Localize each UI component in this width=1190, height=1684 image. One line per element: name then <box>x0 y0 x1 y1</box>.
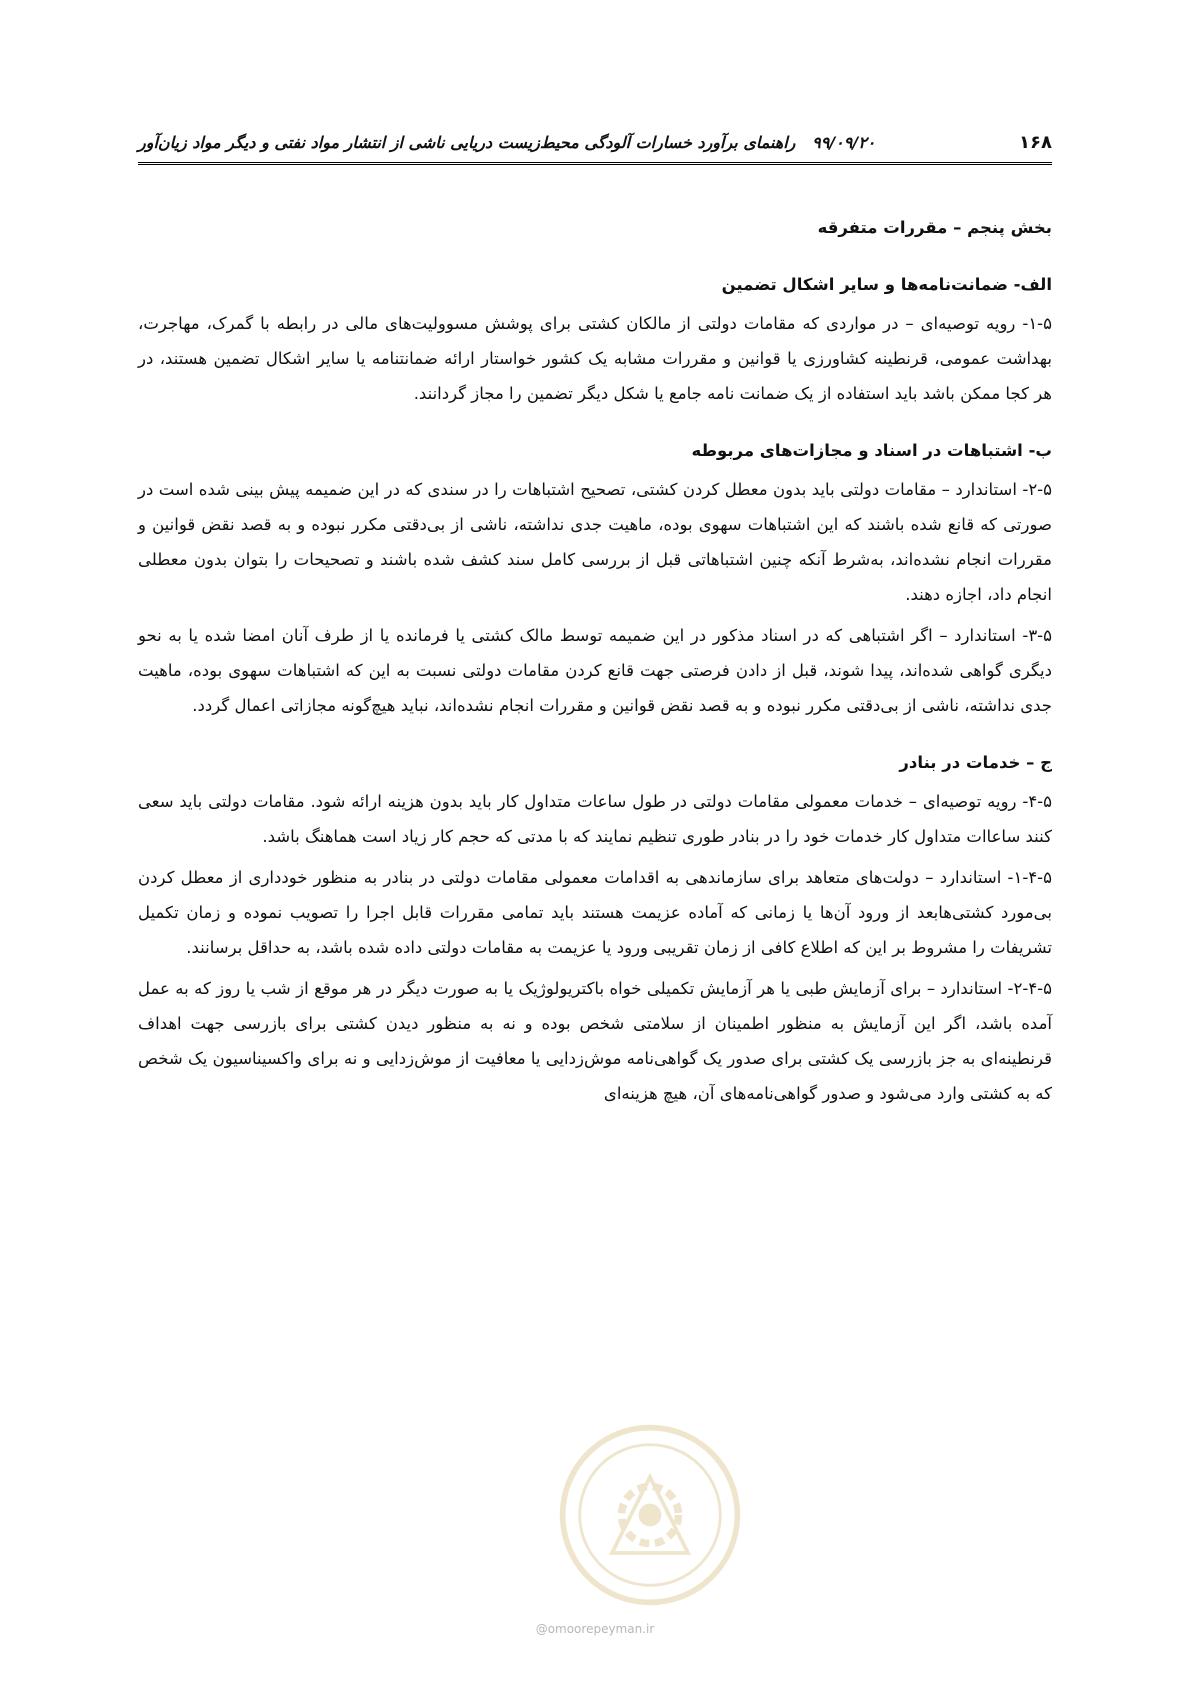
paragraph-5-1: ۱-۵- رویه توصیه‌ای – در مواردی که مقامات دولتی از مالکان کشتی برای پوشش مسوولیت‌های مالی در رابطه با گمرک، مهاجرت، بهداشت عمومی، قرنطینه کشاورزی یا قوانین و مقررات مشابه یک کشور خواستار ارائه ضمانتنامه یا سایر اشکال تضمین هستند، در هر کجا ممکن باشد باید استفاده از یک ضمانت نامه جامع یا شکل دیگر تضمین را مجاز گردانند. <box>138 314 1052 403</box>
part-heading: بخش پنجم – مقررات متفرقه <box>817 218 1052 237</box>
section-heading-jim: ج – خدمات در بنادر <box>899 753 1052 772</box>
header-date: ۹۹/۰۹/۲۰ <box>812 132 876 152</box>
section-heading-be: ب- اشتباهات در اسناد و مجازات‌های مربوطه <box>691 441 1052 460</box>
paragraph-5-4-1: ۱-۴-۵- استاندارد – دولت‌های متعاهد برای سازماندهی به اقدامات معمولی مقامات دولتی در بنادر به منظور خودداری از معطل کردن بی‌مورد کشتی‌هابعد از ورود آن‌ها یا زمانی که آماده عزیمت هستند باید تمامی مقررات قابل اجرا را تصویب نموده و زمان تکمیل تشریفات را مشروط بر این که اطلاع کافی از زمان تقریبی ورود یا عزیمت به مقامات دولتی داده شده باشد، به حداقل برسانند. <box>138 868 1052 957</box>
watermark-seal <box>555 1420 745 1610</box>
paragraph-5-4-2: ۲-۴-۵- استاندارد – برای آزمایش طبی یا هر آزمایش تکمیلی خواه باکتریولوژیک یا به صورت دیگر در هر موقع از شب یا روز که به عمل آمده باشد، اگر این آزمایش به منظور اطمینان از سلامتی شخص بوده و نه به منظور دیدن کشتی برای بازرسی جهت اهداف قرنطینه‌ای به جز بازرسی یک کشتی برای صدور یک گواهی‌نامه موش‌زدایی یا معافیت از موش‌زدایی و نه برای واکسیناسیون یک شخص که به کشتی وارد می‌شود و صدور گواهی‌نامه‌های آن، هیچ هزینه‌ای <box>138 979 1052 1103</box>
watermark-url: @omoorepeyman.ir <box>535 1622 655 1636</box>
page-number: ۱۶۸ <box>1019 131 1052 153</box>
paragraph-5-2: ۲-۵- استاندارد – مقامات دولتی باید بدون معطل کردن کشتی، تصحیح اشتباهات را در سندی که در این ضمیمه پیش بینی شده است در صورتی که قانع شده باشند که این اشتباهات سهوی بوده، ماهیت جدی نداشته، ناشی از بی‌دقتی مکرر نبوده و به قصد نقض قوانین و مقررات انجام نشده‌اند، به‌شرط آنکه چنین اشتباهاتی قبل از بررسی کامل سند کشف شده باشند و تصحیحات را بتوان بدون معطلی انجام داد، اجازه دهند. <box>138 480 1052 604</box>
header-title: راهنمای برآورد خسارات آلودگی محیط‌زیست دریایی ناشی از انتشار مواد نفتی و دیگر مواد زیان‌آور <box>138 132 796 152</box>
section-heading-alef: الف- ضمانت‌نامه‌ها و سایر اشکال تضمین <box>721 275 1052 294</box>
page-header <box>138 122 1052 165</box>
paragraph-5-4: ۴-۵- رویه توصیه‌ای – خدمات معمولی مقامات دولتی در طول ساعات متداول کار باید بدون هزینه ارائه شود. مقامات دولتی باید سعی کنند ساعاات متداول کار خدمات خود را در بنادر طوری تنظیم نمایند که با مدتی که حجم کار زیاد است هماهنگ باشد. <box>138 792 1052 846</box>
document-body <box>138 200 1052 1117</box>
running-title <box>138 133 875 152</box>
paragraph-5-3: ۳-۵- استاندارد – اگر اشتباهی که در اسناد مذکور در این ضمیمه توسط مالک کشتی یا فرمانده یا از طرف آنان امضا شده یا به نحو دیگری گواهی شده‌اند، پیدا شوند، قبل از دادن فرصتی جهت قانع کردن مقامات دولتی نسبت به این که اشتباهات سهوی بوده، ماهیت جدی نداشته، ناشی از بی‌دقتی مکرر نبوده و به قصد نقض قوانین و مقررات انجام نشده‌اند، نباید هیچ‌گونه مجازاتی اعمال گردد. <box>138 626 1052 715</box>
